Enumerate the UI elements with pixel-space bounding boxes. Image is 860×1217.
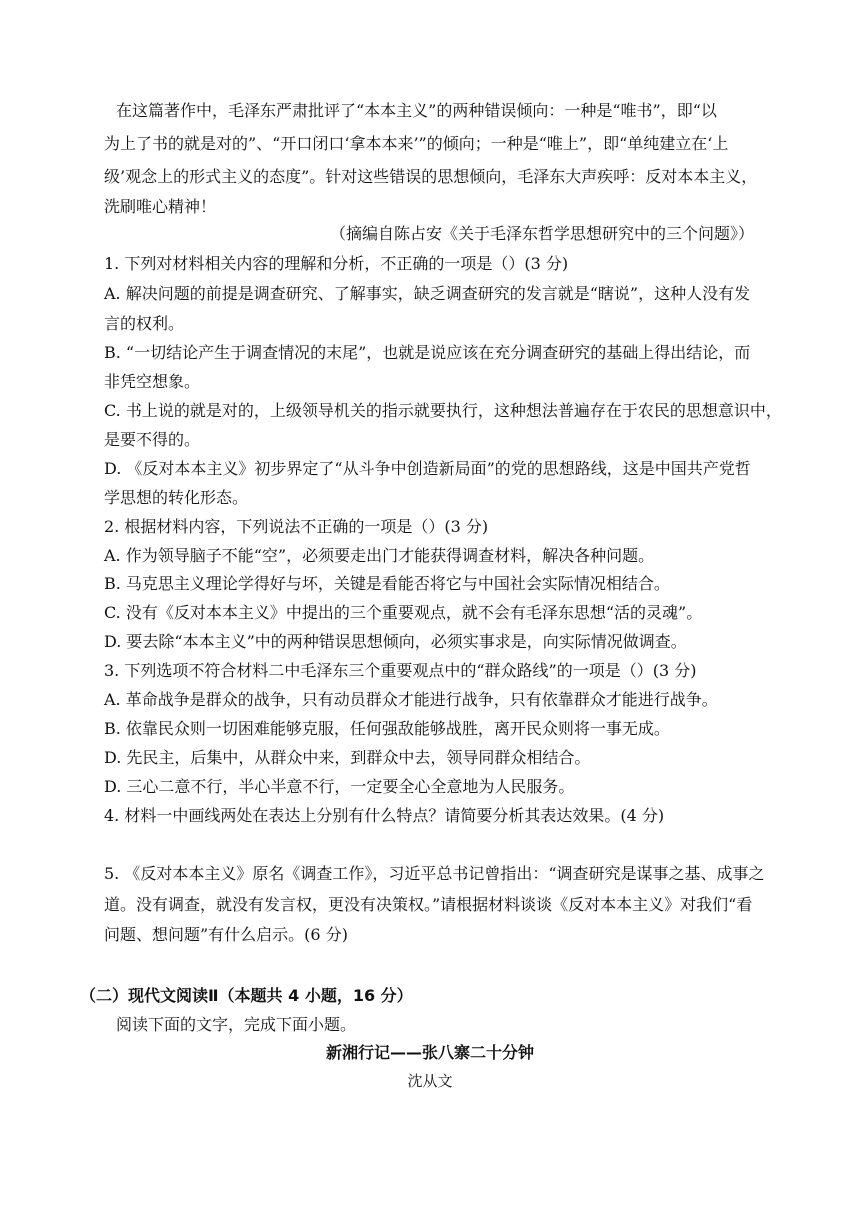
section-heading: （二）现代文阅读Ⅱ（本题共 4 小题，16 分） — [80, 986, 413, 1005]
question-2-stem: 2. 根据材料内容，下列说法不正确的一项是（）(3 分) — [104, 517, 489, 536]
question-3-option-c: D. 先民主，后集中，从群众中来，到群众中去，领导同群众相结合。 — [104, 748, 591, 767]
question-2-option-d: D. 要去除“本本主义”中的两种错误思想倾向，必须实事求是，向实际情况做调查。 — [104, 632, 687, 651]
question-5-line: 问题、想问题”有什么启示。(6 分) — [104, 925, 348, 944]
question-5-line: 5. 《反对本本主义》原名《调查工作》，习近平总书记曾指出：“调查研究是谋事之基、成事之 — [104, 864, 765, 883]
article-author: 沈从文 — [407, 1072, 453, 1090]
question-2-option-c: C. 没有《反对本本主义》中提出的三个重要观点，就不会有毛泽东思想“活的灵魂”。 — [104, 603, 703, 622]
question-3-option-d: D. 三心二意不行，半心半意不行，一定要全心全意地为人民服务。 — [104, 777, 575, 796]
question-4-stem: 4. 材料一中画线两处在表达上分别有什么特点？请简要分析其表达效果。(4 分) — [104, 806, 665, 825]
question-1-option-c-cont: 是要不得的。 — [104, 430, 201, 449]
question-1-option-b-cont: 非凭空想象。 — [104, 372, 201, 391]
question-1-option-d-cont: 学思想的转化形态。 — [104, 488, 249, 507]
section-instruction: 阅读下面的文字，完成下面小题。 — [116, 1015, 357, 1034]
question-3-option-b: B. 依靠民众则一切困难能够克服，任何强敌能够战胜，离开民众则将一事无成。 — [104, 719, 670, 738]
question-1-option-a: A. 解决问题的前提是调查研究、了解事实，缺乏调查研究的发言就是“瞎说”，这种人没有发 — [104, 284, 751, 303]
question-2-option-a: A. 作为领导脑子不能“空”，必须要走出门才能获得调查材料，解决各种问题。 — [104, 546, 655, 565]
question-3-stem: 3. 下列选项不符合材料二中毛泽东三个重要观点中的“群众路线”的一项是（）(3 分) — [104, 661, 697, 680]
passage-line: 级’观念上的形式主义的态度”。针对这些错误的思想倾向，毛泽东大声疾呼：反对本本主义， — [104, 167, 758, 186]
question-2-option-b: B. 马克思主义理论学得好与坏，关键是看能否将它与中国社会实际情况相结合。 — [104, 574, 670, 593]
question-1-option-a-cont: 言的权利。 — [104, 314, 185, 333]
question-1-option-b: B. “一切结论产生于调查情况的末尾”，也就是说应该在充分调查研究的基础上得出结论，而 — [104, 343, 751, 362]
question-1-option-c: C. 书上说的就是对的，上级领导机关的指示就要执行，这种想法普遍存在于农民的思想意识中， — [104, 401, 782, 420]
passage-line: 为上了书的就是对的”、“开口闭口‘拿本本来’”的倾向；一种是“唯上”，即“单纯建立在‘上 — [104, 134, 729, 153]
passage-line: 洗刷唯心精神！ — [104, 197, 217, 216]
question-3-option-a: A. 革命战争是群众的战争，只有动员群众才能进行战争，只有依靠群众才能进行战争。 — [104, 690, 718, 709]
source-citation: （摘编自陈占安《关于毛泽东哲学思想研究中的三个问题》） — [330, 224, 755, 243]
passage-line: 在这篇著作中，毛泽东严肃批评了“本本主义”的两种错误倾向：一种是“唯书”，即“以 — [116, 101, 717, 120]
question-1-option-d: D. 《反对本本主义》初步界定了“从斗争中创造新局面”的党的思想路线，这是中国共产党哲 — [104, 459, 751, 478]
question-5-line: 道。没有调查，就没有发言权，更没有决策权。”请根据材料谈谈《反对本本主义》对我们“看 — [104, 895, 753, 914]
article-title: 新湘行记——张八寨二十分钟 — [325, 1043, 534, 1062]
question-1-stem: 1. 下列对材料相关内容的理解和分析，不正确的一项是（）(3 分) — [104, 254, 569, 273]
